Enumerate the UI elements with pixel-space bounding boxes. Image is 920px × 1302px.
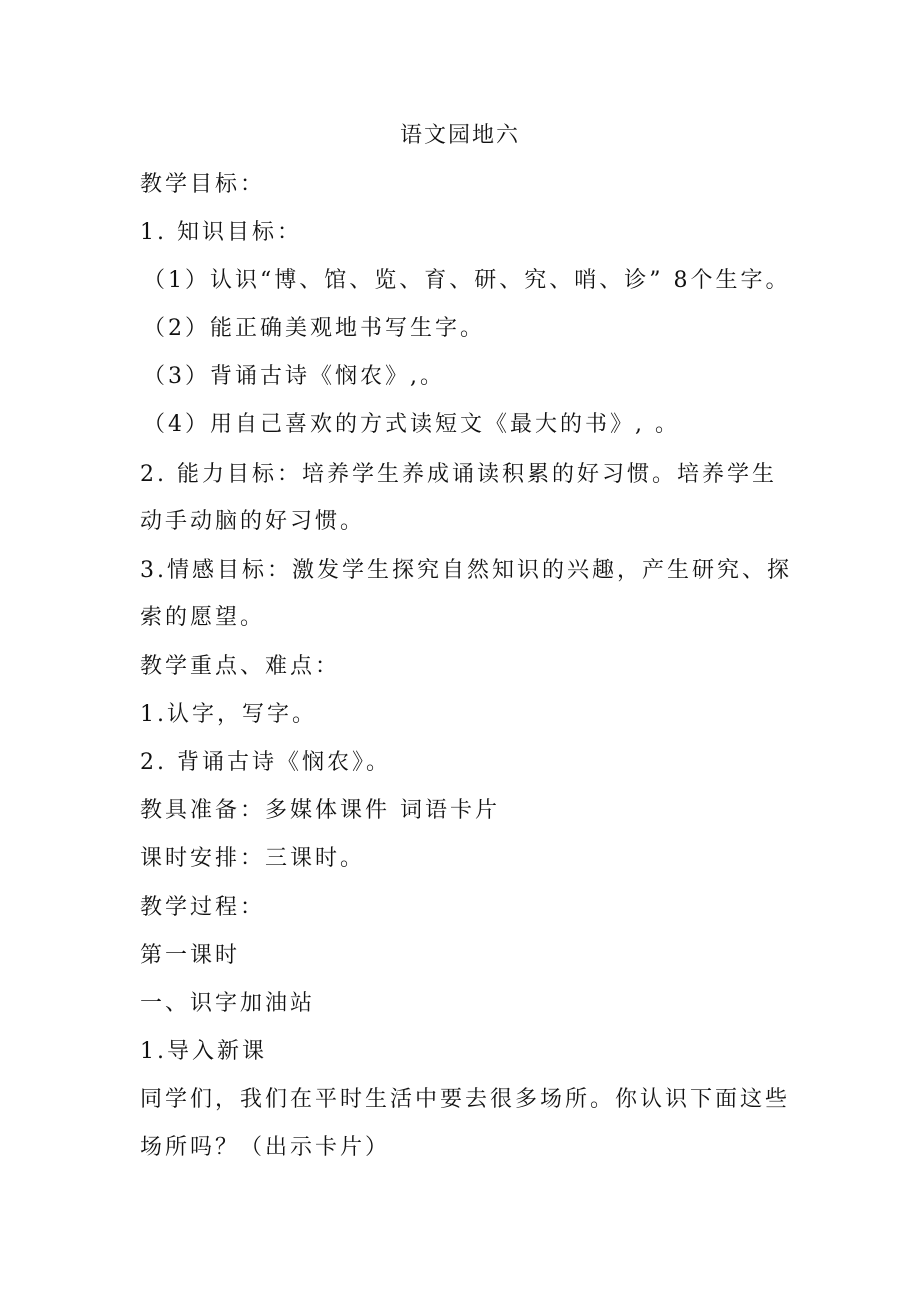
ability-objective: 2. 能力目标：培养学生养成诵读积累的好习惯。培养学生 bbox=[140, 462, 777, 487]
class-schedule: 课时安排：三课时。 bbox=[140, 846, 366, 871]
step-intro-heading: 1.导入新课 bbox=[140, 1039, 267, 1064]
emotion-objective-continued: 索的愿望。 bbox=[140, 605, 266, 630]
teaching-aids: 教具准备：多媒体课件 词语卡片 bbox=[140, 798, 500, 823]
section-heading-process: 教学过程： bbox=[140, 895, 266, 920]
section-heading-key-points: 教学重点、难点： bbox=[140, 654, 341, 679]
intro-paragraph-continued: 场所吗？（出示卡片） bbox=[140, 1135, 391, 1160]
emotion-objective: 3.情感目标：激发学生探究自然知识的兴趣，产生研究、探 bbox=[140, 558, 792, 583]
document-title: 语文园地六 bbox=[399, 123, 520, 148]
objective-item-1: （1）认识“博、馆、览、育、研、究、哨、诊” 8个生字。 bbox=[143, 268, 791, 293]
intro-paragraph: 同学们，我们在平时生活中要去很多场所。你认识下面这些 bbox=[140, 1087, 791, 1112]
objective-item-4: （4）用自己喜欢的方式读短文《最大的书》, 。 bbox=[143, 412, 680, 437]
key-point-1: 1.认字，写字。 bbox=[140, 702, 317, 727]
part-one-heading: 一、识字加油站 bbox=[140, 991, 316, 1016]
objective-item-3: （3）背诵古诗《悯农》,。 bbox=[143, 364, 445, 389]
lesson-one-heading: 第一课时 bbox=[140, 943, 241, 968]
ability-objective-continued: 动手动脑的好习惯。 bbox=[140, 509, 366, 534]
objective-item-2: （2）能正确美观地书写生字。 bbox=[143, 316, 485, 341]
section-heading-objectives: 教学目标： bbox=[140, 172, 266, 197]
knowledge-objective-heading: 1. 知识目标： bbox=[140, 220, 302, 245]
key-point-2: 2. 背诵古诗《悯农》。 bbox=[140, 750, 391, 775]
